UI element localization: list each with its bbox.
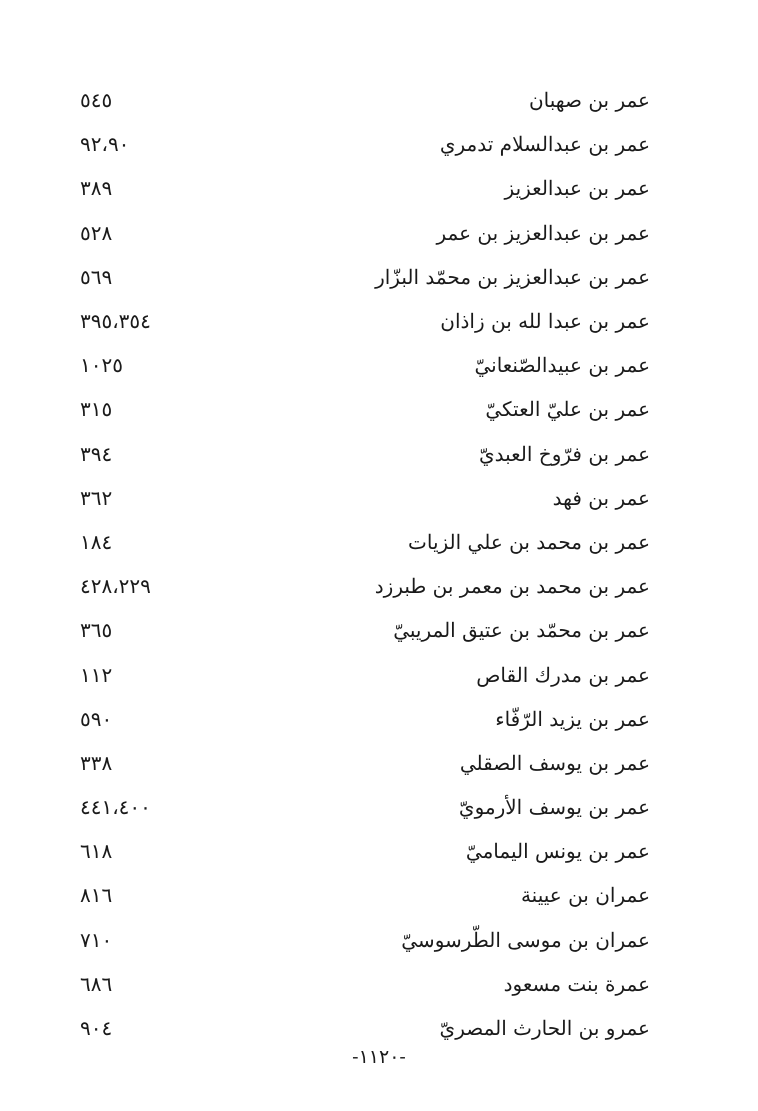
index-entry [80,122,650,166]
entry-person-name: عمر بن فرّوخ العبديّ [478,441,650,466]
entry-person-name: عمر بن محمّد بن عتيق المريبيّ [393,618,650,643]
entry-page-numbers: ٣١٥ [80,397,113,422]
entry-page-numbers: ١١٢ [80,662,113,687]
entry-page-numbers: ٣٦٥ [80,618,113,643]
entry-page-numbers: ٥٤٥ [80,88,113,113]
index-entry [80,299,650,343]
entry-person-name: عمرو بن الحارث المصريّ [439,1016,650,1041]
entry-person-name: عمر بن عبدالعزيز [504,176,650,201]
index-entry [80,432,650,476]
entry-person-name: عمران بن عيينة [520,883,650,908]
index-entry [80,918,650,962]
entry-page-numbers: ٥٩٠ [80,706,113,731]
entry-person-name: عمر بن محمد بن معمر بن طبرزد [374,574,650,599]
entry-page-numbers: ٧١٠ [80,927,113,952]
entry-person-name: عمرة بنت مسعود [503,971,650,996]
entry-person-name: عمر بن عبدالعزيز بن عمر [436,220,650,245]
entry-page-numbers: ٣٨٩ [80,176,113,201]
entry-page-numbers: ٩٠٤ [80,1016,113,1041]
index-entry [80,564,650,608]
index-entry [80,873,650,917]
index-entry [80,829,650,873]
page-number: -١١٢٠- [352,1046,406,1068]
entry-page-numbers: ٩٢،٩٠ [80,132,130,157]
entry-person-name: عمر بن يونس اليماميّ [465,839,650,864]
entry-person-name: عمر بن عبدالعزيز بن محمّد البزّار [375,264,650,289]
entry-person-name: عمر بن عليّ العتكيّ [485,397,650,422]
index-entry [80,962,650,1006]
entry-page-numbers: ٦١٨ [80,839,113,864]
entry-person-name: عمر بن عبيدالصّنعانيّ [474,353,650,378]
index-entry [80,211,650,255]
entry-person-name: عمر بن مدرك القاص [476,662,650,687]
entry-page-numbers: ٨١٦ [80,883,113,908]
entry-page-numbers: ٤٤١،٤٠٠ [80,795,151,820]
entry-page-numbers: ٦٨٦ [80,971,113,996]
entry-page-numbers: ١٠٢٥ [80,353,123,378]
entry-person-name: عمر بن يوسف الصقلي [459,750,650,775]
entry-person-name: عمران بن موسى الطّرسوسيّ [401,927,650,952]
entry-page-numbers: ٥٦٩ [80,264,113,289]
entry-person-name: عمر بن عبدا لله بن زاذان [440,309,650,334]
index-entry [80,166,650,210]
index-entry [80,785,650,829]
entry-page-numbers: ٤٢٨،٢٢٩ [80,574,151,599]
index-entry [80,520,650,564]
index-entry [80,343,650,387]
entry-page-numbers: ١٨٤ [80,529,113,554]
entry-person-name: عمر بن صهبان [528,88,650,113]
index-entry [80,255,650,299]
entry-page-numbers: ٥٢٨ [80,220,113,245]
index-entry [80,78,650,122]
entry-page-numbers: ٣٦٢ [80,485,113,510]
index-entry [80,476,650,520]
entry-person-name: عمر بن عبدالسلام تدمري [439,132,650,157]
index-entry [80,1006,650,1050]
index-entry [80,608,650,652]
entry-person-name: عمر بن فهد [552,485,650,510]
name-index-list [80,78,650,1050]
index-entry [80,652,650,696]
index-entry [80,387,650,431]
index-entry [80,697,650,741]
entry-person-name: عمر بن يوسف الأرمويّ [458,795,650,820]
entry-page-numbers: ٣٣٨ [80,750,113,775]
entry-page-numbers: ٣٩٤ [80,441,113,466]
entry-person-name: عمر بن محمد بن علي الزيات [408,529,650,554]
entry-person-name: عمر بن يزيد الرّفّاء [495,706,650,731]
index-entry [80,741,650,785]
entry-page-numbers: ٣٩٥،٣٥٤ [80,309,151,334]
